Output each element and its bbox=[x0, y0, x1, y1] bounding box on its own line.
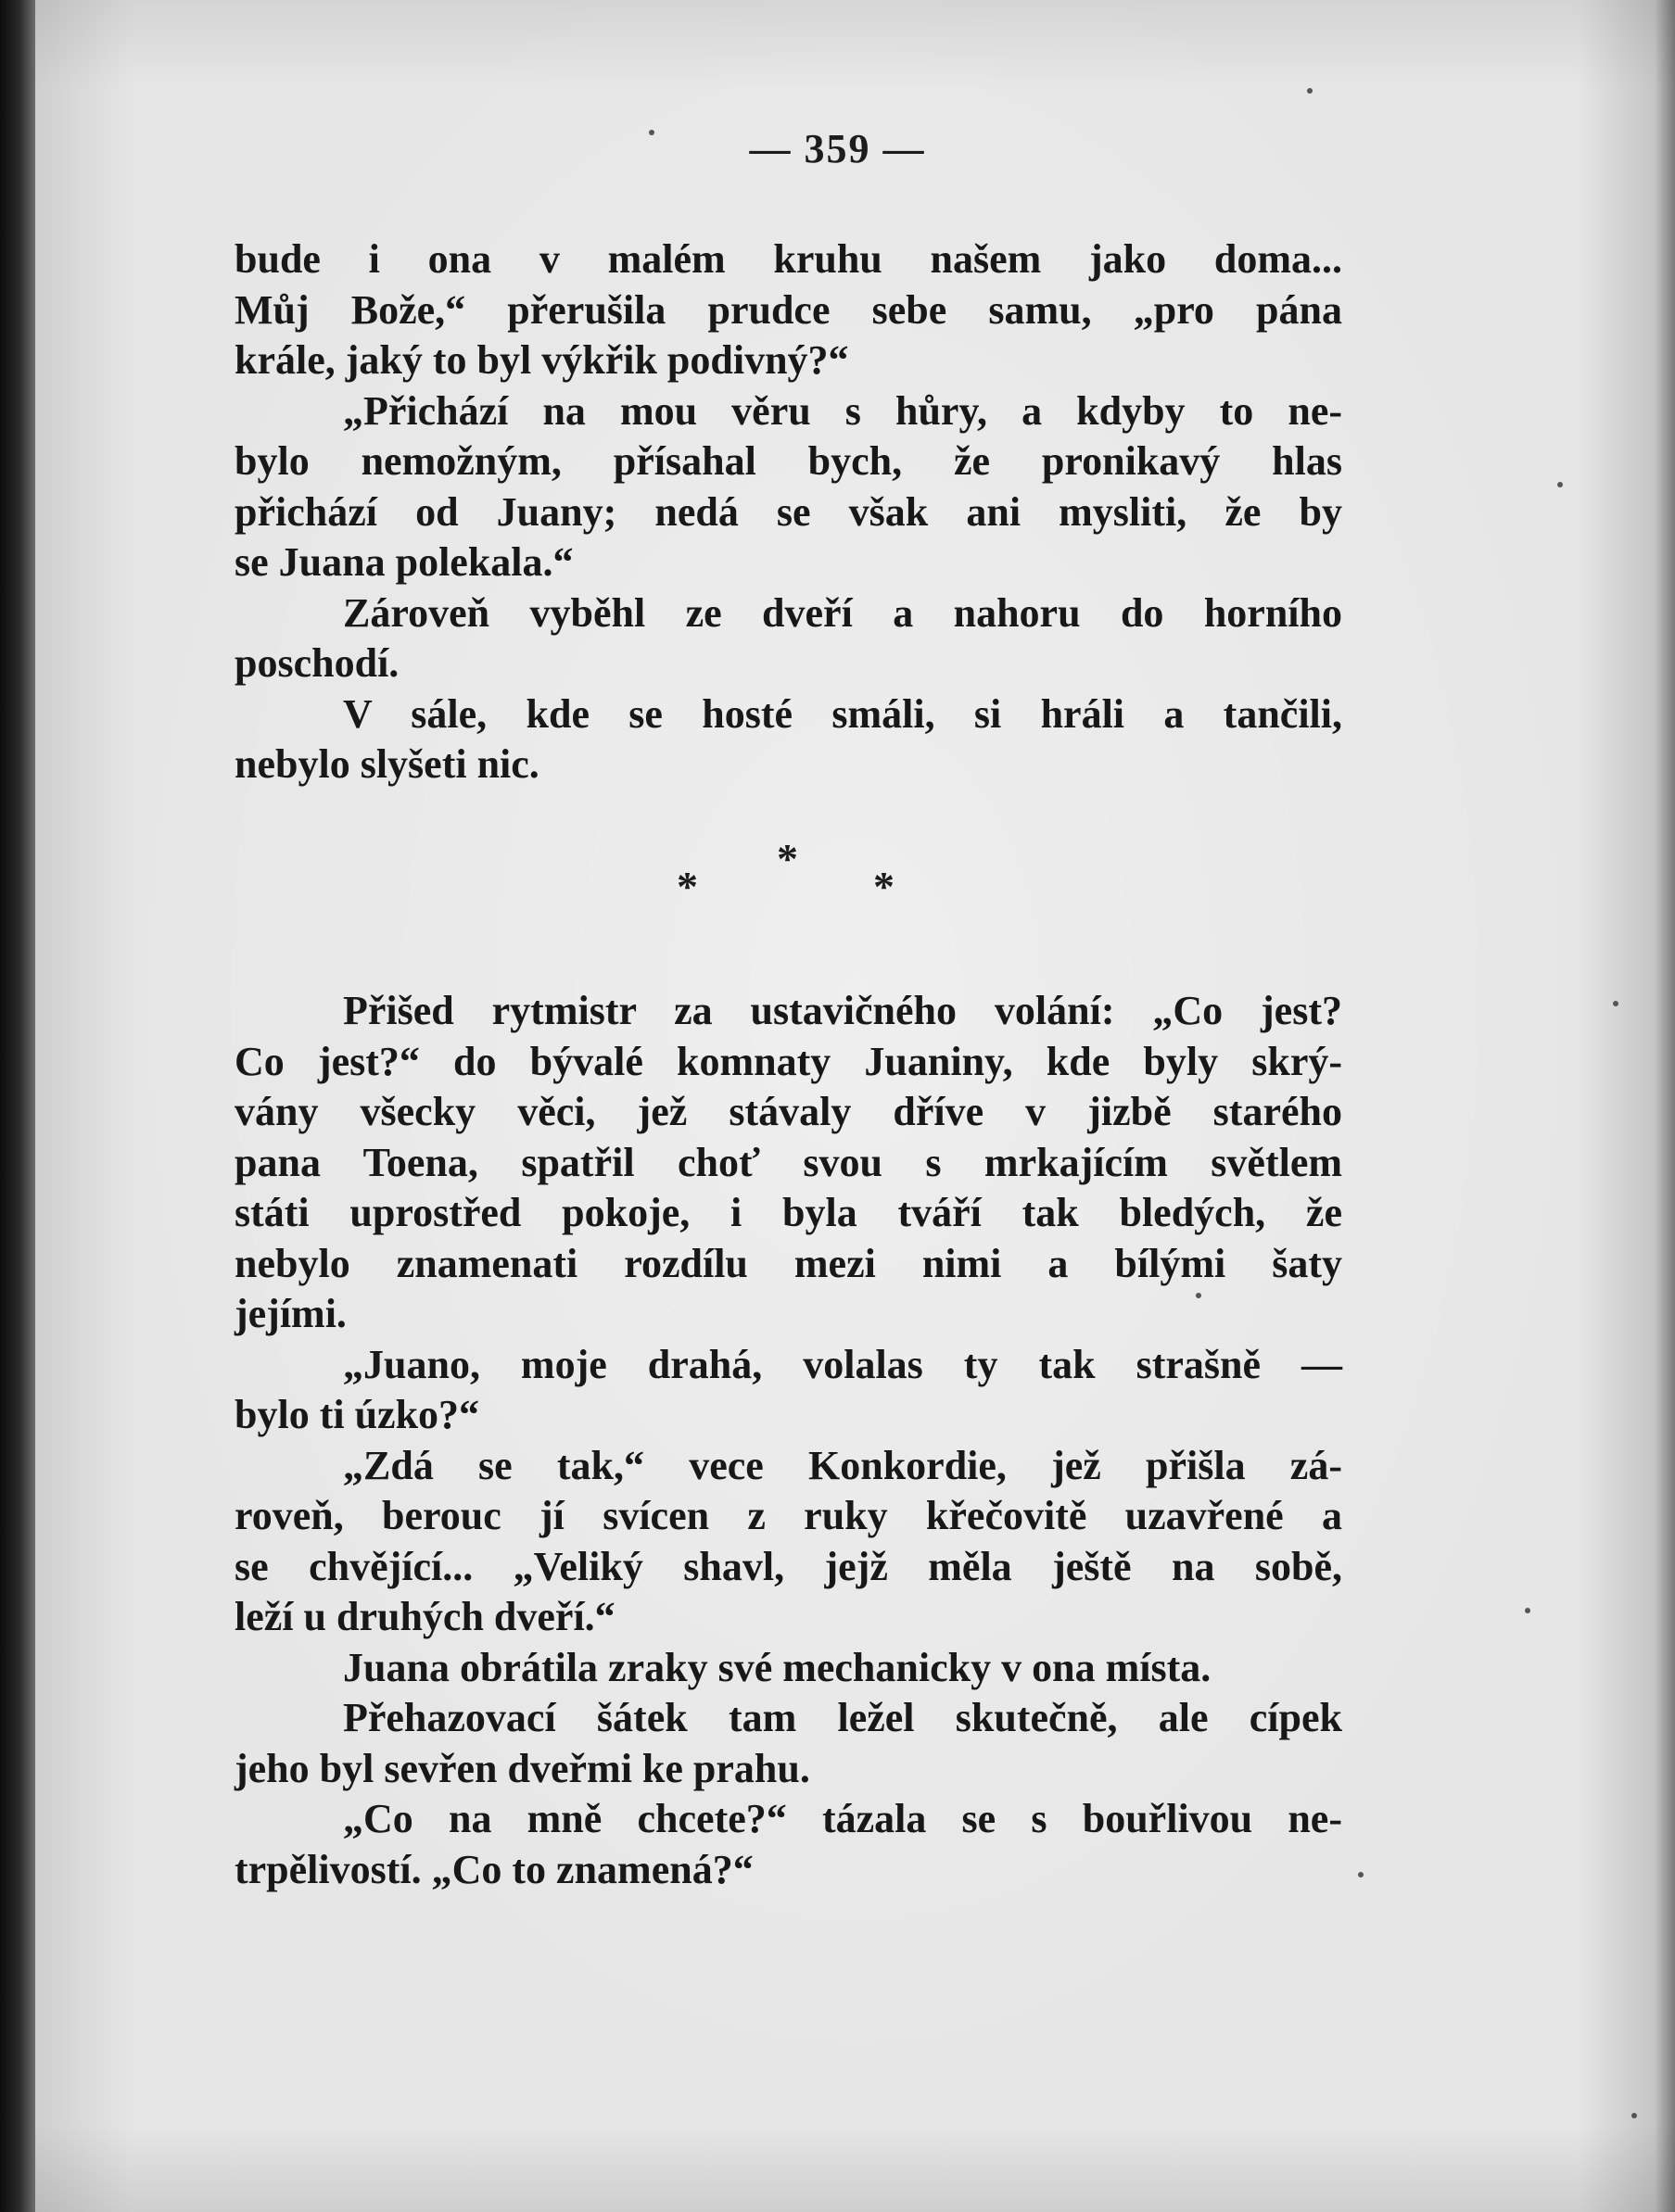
scan-speck bbox=[1525, 1608, 1530, 1613]
text-line: nebylo slyšeti nic. bbox=[235, 741, 539, 787]
text-line: bylo ti úzko?“ bbox=[235, 1392, 480, 1437]
text-line: pana Toena, spatřil choť svou s mrkajícím světlem bbox=[235, 1139, 1342, 1185]
text-block-top bbox=[235, 234, 1342, 790]
text-line: jeho byl sevřen dveřmi ke prahu. bbox=[235, 1745, 810, 1791]
asterisk: * bbox=[777, 835, 798, 882]
asterisk: * bbox=[677, 863, 698, 910]
text-line: bylo nemožným, přísahal bych, že pronikavý hlas bbox=[235, 438, 1342, 484]
text-line: Přišed rytmistr za ustavičného volání: „Co jest? bbox=[343, 988, 1342, 1033]
text-line: poschodí. bbox=[235, 640, 400, 686]
text-line: se chvějící... „Veliký shavl, jejž měla ještě na sobě, bbox=[235, 1543, 1342, 1589]
text-line: Co jest?“ do bývalé komnaty Juaniny, kde byly skrý- bbox=[235, 1038, 1342, 1084]
text-line: přichází od Juany; nedá se však ani mysliti, že by bbox=[235, 488, 1342, 535]
text-line: „Přichází na mou věru s hůry, a kdyby to ne- bbox=[343, 387, 1342, 434]
text-block-bottom bbox=[235, 986, 1342, 1895]
text-line: se Juana polekala.“ bbox=[235, 539, 574, 585]
text-line: leží u druhých dveří.“ bbox=[235, 1594, 615, 1639]
text-line: Juana obrátila zraky své mechanicky v ona místa. bbox=[343, 1644, 1212, 1690]
asterisk: * bbox=[873, 863, 895, 910]
page-edge-shadow bbox=[1655, 0, 1675, 2212]
text-line: státi uprostřed pokoje, i byla tváří tak bledých, že bbox=[235, 1190, 1342, 1235]
text-line: trpělivostí. „Co to znamená?“ bbox=[235, 1846, 754, 1892]
text-line: roveň, berouc jí svícen z ruky křečovitě uzavřené a bbox=[235, 1493, 1342, 1538]
text-line: „Co na mně chcete?“ tázala se s bouřlivou ne- bbox=[343, 1796, 1342, 1841]
text-line: jejími. bbox=[235, 1291, 347, 1336]
book-spine-edge bbox=[0, 0, 35, 2212]
scan-speck bbox=[649, 130, 654, 135]
text-line: nebylo znamenati rozdílu mezi nimi a bílými šaty bbox=[235, 1240, 1342, 1286]
scan-speck bbox=[1613, 1001, 1618, 1006]
text-line: bude i ona v malém kruhu našem jako doma... bbox=[235, 236, 1342, 282]
scan-speck bbox=[1557, 482, 1563, 487]
scan-speck bbox=[1631, 2113, 1637, 2118]
text-line: krále, jaký to byl výkřik podivný?“ bbox=[235, 337, 849, 383]
page-number: — 359 — bbox=[749, 126, 926, 171]
text-line: Zároveň vyběhl ze dveří a nahoru do horního bbox=[343, 589, 1342, 636]
text-line: „Zdá se tak,“ vece Konkordie, jež přišla zá- bbox=[343, 1442, 1342, 1488]
scan-speck bbox=[1307, 88, 1313, 94]
text-line: vány všecky věci, jež stávaly dříve v jizbě starého bbox=[235, 1089, 1342, 1134]
scan-speck bbox=[1196, 1293, 1201, 1298]
text-line: „Juano, moje drahá, volalas ty tak strašně — bbox=[343, 1341, 1342, 1387]
section-separator bbox=[0, 834, 1675, 917]
text-line: Můj Bože,“ přerušila prudce sebe samu, „pro pána bbox=[235, 286, 1342, 333]
text-line: Přehazovací šátek tam ležel skutečně, ale cípek bbox=[343, 1695, 1342, 1740]
scan-speck bbox=[1358, 1872, 1364, 1877]
text-line: V sále, kde se hosté smáli, si hráli a tančili, bbox=[343, 690, 1342, 737]
